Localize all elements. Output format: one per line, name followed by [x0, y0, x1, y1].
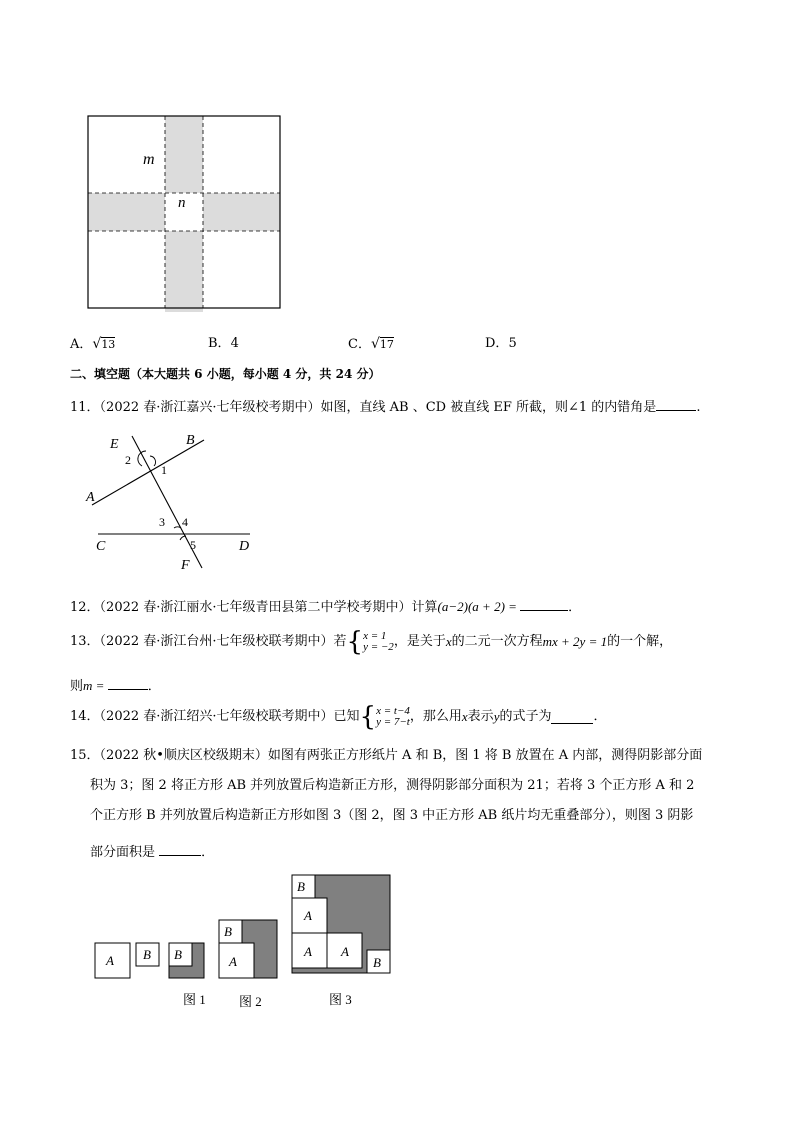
- label-B: B: [186, 433, 195, 448]
- angle-3-label: 3: [159, 515, 165, 529]
- question-14: 14．（2022 春·浙江绍兴·七年级校联考期中）已知 { x = t−4 y = 7−t ，那么用 x 表示 y 的式子为 ．: [70, 702, 607, 732]
- label-E: E: [110, 437, 119, 452]
- caption-fig2: 图 2: [239, 994, 262, 1009]
- option-c: C．√17: [348, 336, 394, 352]
- label-D: D: [239, 539, 250, 554]
- question-13: 13．（2022 春·浙江台州·七年级校联考期中）若 { x = 1 y = −2 ，是关于 x 的二元一次方程 mx + 2y = 1 的一个解，: [70, 627, 673, 657]
- squares-figures: [88, 870, 398, 1015]
- fig3-label-B-top: B: [297, 879, 305, 894]
- fig1-label-inner-B: B: [174, 947, 182, 962]
- label-F: F: [181, 558, 190, 573]
- label-A: A: [86, 490, 95, 505]
- question-15-line3: 个正方形 B 并列放置后构造新正方形如图 3（图 2，图 3 中正方形 AB 纸片均无重叠部分），则图 3 阴影: [90, 808, 694, 823]
- fig3-label-A-1: A: [304, 908, 312, 923]
- question-12: 12．（2022 春·浙江丽水·七年级青田县第二中学校考期中）计算(a−2)(a + 2) = ．: [70, 599, 582, 615]
- label-n: n: [178, 195, 186, 211]
- option-b: B．4: [208, 336, 239, 351]
- question-15-line2: 积为 3；图 2 将正方形 AB 并列放置后构造新正方形，测得阴影部分面积为 21；若将 3 个正方形 A 和 2: [90, 778, 695, 793]
- question-15-line4: 部分面积是 ．: [90, 845, 215, 860]
- angle-4-label: 4: [182, 515, 188, 529]
- caption-fig3: 图 3: [329, 992, 352, 1007]
- section-heading: 二、填空题（本大题共 6 小题，每小题 4 分，共 24 分）: [70, 367, 381, 381]
- option-a: A．√13: [70, 336, 116, 352]
- question-15-line1: 15．（2022 秋•顺庆区校级期末）如图有两张正方形纸片 A 和 B，图 1 将 B 放置在 A 内部，测得阴影部分面: [70, 748, 703, 763]
- transversal-figure: [84, 428, 274, 578]
- option-d: D．5: [485, 336, 517, 351]
- fig1-label-B: B: [143, 947, 151, 962]
- question-11: 11．（2022 春·浙江嘉兴·七年级校考期中）如图，直线 AB 、CD 被直线 EF 所截，则∠1 的内错角是 .: [70, 400, 701, 415]
- fig1-label-A: A: [106, 953, 114, 968]
- angle-5-label: 5: [190, 538, 196, 552]
- fig2-label-A: A: [229, 954, 237, 969]
- label-C: C: [96, 539, 106, 554]
- caption-fig1: 图 1: [183, 992, 206, 1007]
- angle-2-label: 2: [125, 453, 131, 467]
- angle-1-label: 1: [161, 463, 167, 477]
- fig2-label-B: B: [224, 924, 232, 939]
- label-m: m: [143, 151, 155, 168]
- fig3-label-A-3: A: [341, 944, 349, 959]
- square-cross-figure: [80, 108, 290, 313]
- question-13-line2: 则m = ．: [70, 678, 161, 694]
- fig3-label-A-2: A: [304, 944, 312, 959]
- fig3-label-B-bottom: B: [373, 955, 381, 970]
